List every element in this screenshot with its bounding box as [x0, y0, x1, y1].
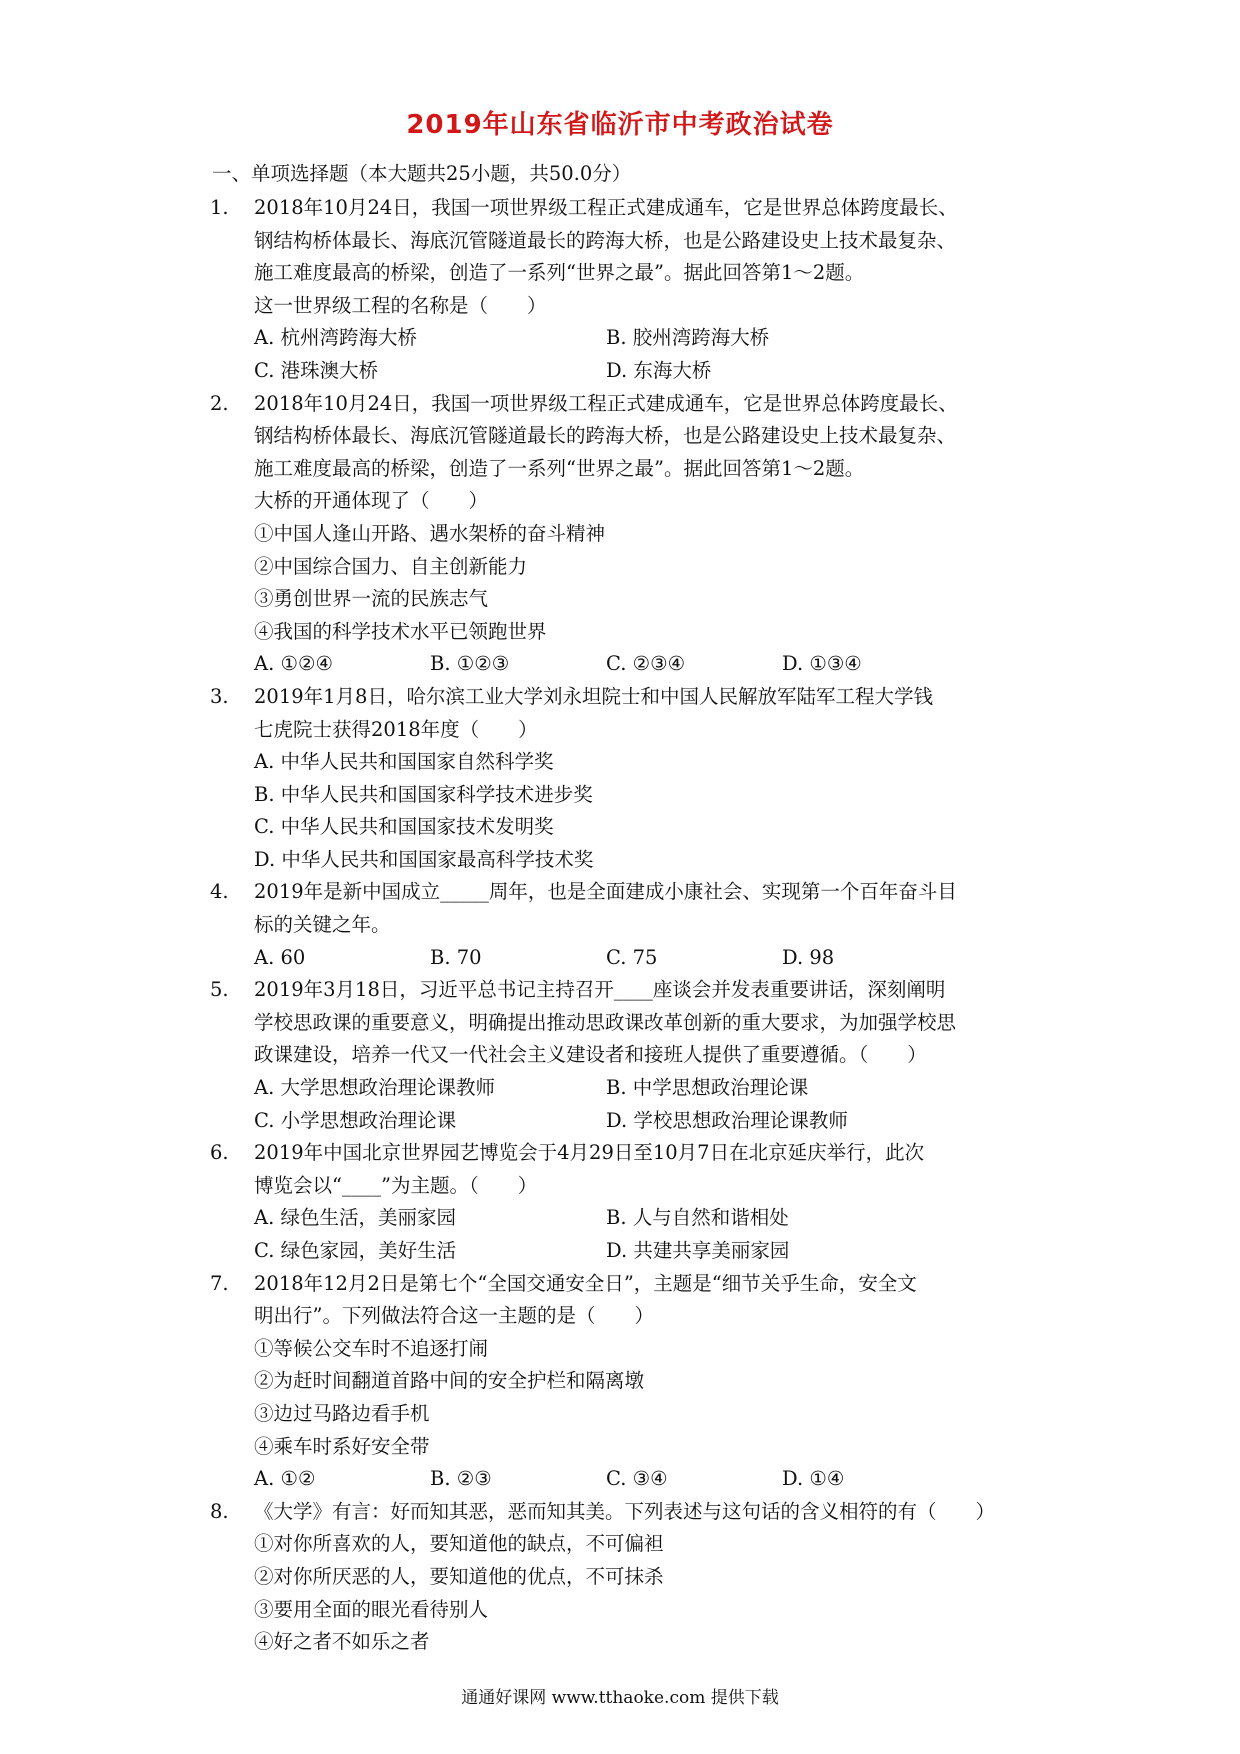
- question-text-line: 2019年1月8日，哈尔滨工业大学刘永坦院士和中国人民解放军陆军工程大学钱: [254, 684, 933, 708]
- question-text-line: ③勇创世界一流的民族志气: [254, 587, 489, 611]
- question-text-line: ③要用全面的眼光看待别人: [254, 1597, 489, 1621]
- answer-option: B. ②③: [430, 1467, 492, 1491]
- question-text-line: 大桥的开通体现了（ ）: [254, 489, 489, 513]
- answer-option: D. 共建共享美丽家园: [606, 1239, 790, 1262]
- question-text-line: ④乘车时系好安全带: [254, 1434, 430, 1458]
- answer-option: D. ①④: [782, 1467, 845, 1491]
- answer-option: C. ②③④: [606, 652, 686, 676]
- question-text-line: 明出行”。下列做法符合这一主题的是（ ）: [254, 1304, 654, 1328]
- question-number: 1.: [210, 196, 229, 219]
- option-row: [254, 355, 1044, 388]
- answer-option: B. ①②③: [430, 652, 510, 676]
- question-text-line: 施工难度最高的桥梁，创造了一系列“世界之最”。据此回答第1～2题。: [254, 456, 865, 480]
- answer-option: C. 绿色家园，美好生活: [254, 1239, 457, 1262]
- option-row: [254, 1202, 1044, 1235]
- option-row: [254, 322, 1044, 355]
- question-text-line: ①对你所喜欢的人，要知道他的缺点，不可偏袒: [254, 1532, 664, 1556]
- question-number: 8.: [210, 1499, 229, 1523]
- answer-option: D. 98: [782, 945, 835, 969]
- question-text-line: ①中国人逢山开路、遇水架桥的奋斗精神: [254, 521, 606, 545]
- question-text-line: 2019年是新中国成立_____周年，也是全面建成小康社会、实现第一个百年奋斗目: [254, 880, 957, 904]
- question-text-line: C. 中华人民共和国国家技术发明奖: [254, 815, 554, 839]
- question-text-line: ②为赶时间翻道首路中间的安全护栏和隔离墩: [254, 1369, 645, 1393]
- question-text-line: 标的关键之年。: [254, 913, 391, 937]
- question-text-line: ①等候公交车时不追逐打闹: [254, 1336, 489, 1360]
- answer-option: A. 60: [254, 945, 306, 969]
- answer-option: B. 70: [430, 945, 482, 969]
- answer-option: B. 胶州湾跨海大桥: [606, 326, 770, 350]
- question-item: [0, 974, 1240, 1137]
- question-text-line: 2019年中国北京世界园艺博览会于4月29日至10月7日在北京延庆举行，此次: [254, 1141, 925, 1165]
- answer-option: C. 港珠澳大桥: [254, 358, 379, 382]
- option-row: [254, 942, 1044, 975]
- question-text-line: 《大学》有言：好而知其恶，恶而知其美。下列表述与这句话的含义相符的有（ ）: [254, 1499, 996, 1523]
- answer-option: A. 杭州湾跨海大桥: [254, 326, 417, 350]
- question-text-line: D. 中华人民共和国国家最高科学技术奖: [254, 847, 594, 871]
- question-text-line: 政课建设，培养一代又一代社会主义建设者和接班人提供了重要遵循。（ ）: [254, 1043, 927, 1067]
- question-text-line: 这一世界级工程的名称是（ ）: [254, 293, 547, 317]
- question-text-line: A. 中华人民共和国国家自然科学奖: [254, 750, 554, 774]
- answer-option: D. ①③④: [782, 652, 862, 676]
- question-text-line: 学校思政课的重要意义，明确提出推动思政课改革创新的重大要求，为加强学校思: [254, 1010, 957, 1034]
- answer-option: B. 中学思想政治理论课: [606, 1076, 809, 1100]
- question-number: 4.: [210, 880, 229, 904]
- question-text-line: 2019年3月18日，习近平总书记主持召开____座谈会并发表重要讲话，深刻阐明: [254, 978, 946, 1002]
- question-text-line: B. 中华人民共和国国家科学技术进步奖: [254, 782, 593, 806]
- question-text-line: 施工难度最高的桥梁，创造了一系列“世界之最”。据此回答第1～2题。: [254, 261, 865, 285]
- question-text-line: ④好之者不如乐之者: [254, 1630, 430, 1654]
- question-text-line: 钢结构桥体最长、海底沉管隧道最长的跨海大桥，也是公路建设史上技术最复杂、: [254, 424, 957, 448]
- question-item: [0, 681, 1240, 877]
- question-text-line: ②中国综合国力、自主创新能力: [254, 554, 528, 578]
- question-item: [0, 1268, 1240, 1496]
- question-text-line: 2018年10月24日，我国一项世界级工程正式建成通车，它是世界总体跨度最长、: [254, 391, 958, 415]
- page-footer: 通通好课网 www.tthaoke.com 提供下载: [461, 1688, 779, 1708]
- question-list: [0, 192, 1240, 1659]
- answer-option: A. 大学思想政治理论课教师: [254, 1076, 495, 1100]
- question-number: 5.: [210, 978, 229, 1002]
- answer-option: C. 75: [606, 945, 658, 969]
- question-item: [0, 192, 1240, 388]
- question-item: [0, 1137, 1240, 1267]
- page-title: 2019年山东省临沂市中考政治试卷: [406, 110, 834, 140]
- question-item: [0, 876, 1240, 974]
- question-text-line: 七虎院士获得2018年度（ ）: [254, 717, 538, 741]
- question-number: 7.: [210, 1271, 229, 1295]
- answer-option: A. 绿色生活，美丽家园: [254, 1206, 456, 1230]
- answer-option: A. ①②④: [254, 652, 333, 676]
- option-row: [254, 1235, 1044, 1268]
- question-text-line: 2018年10月24日，我国一项世界级工程正式建成通车，它是世界总体跨度最长、: [254, 196, 958, 219]
- question-text-line: 2018年12月2日是第七个“全国交通安全日”，主题是“细节关乎生命，安全文: [254, 1271, 917, 1295]
- question-text-line: ④我国的科学技术水平已领跑世界: [254, 619, 547, 643]
- option-row: [254, 1105, 1044, 1138]
- option-row: [254, 648, 1044, 681]
- option-row: [254, 1463, 1044, 1496]
- answer-option: B. 人与自然和谐相处: [606, 1206, 789, 1230]
- question-text-line: ③边过马路边看手机: [254, 1401, 430, 1425]
- answer-option: A. ①②: [254, 1467, 316, 1491]
- question-number: 6.: [210, 1141, 229, 1165]
- answer-option: D. 学校思想政治理论课教师: [606, 1108, 848, 1132]
- question-text-line: 钢结构桥体最长、海底沉管隧道最长的跨海大桥，也是公路建设史上技术最复杂、: [254, 228, 957, 252]
- question-number: 3.: [210, 684, 229, 708]
- question-number: 2.: [210, 391, 229, 415]
- answer-option: C. 小学思想政治理论课: [254, 1108, 457, 1132]
- question-text-line: ②对你所厌恶的人，要知道他的优点，不可抹杀: [254, 1564, 664, 1588]
- question-item: [0, 1496, 1240, 1659]
- question-item: [0, 388, 1240, 681]
- section-heading: 一、单项选择题（本大题共25小题，共50.0分）: [212, 162, 632, 185]
- answer-option: D. 东海大桥: [606, 358, 712, 382]
- question-text-line: 博览会以“____”为主题。（ ）: [254, 1173, 538, 1197]
- answer-option: C. ③④: [606, 1467, 668, 1491]
- option-row: [254, 1072, 1044, 1105]
